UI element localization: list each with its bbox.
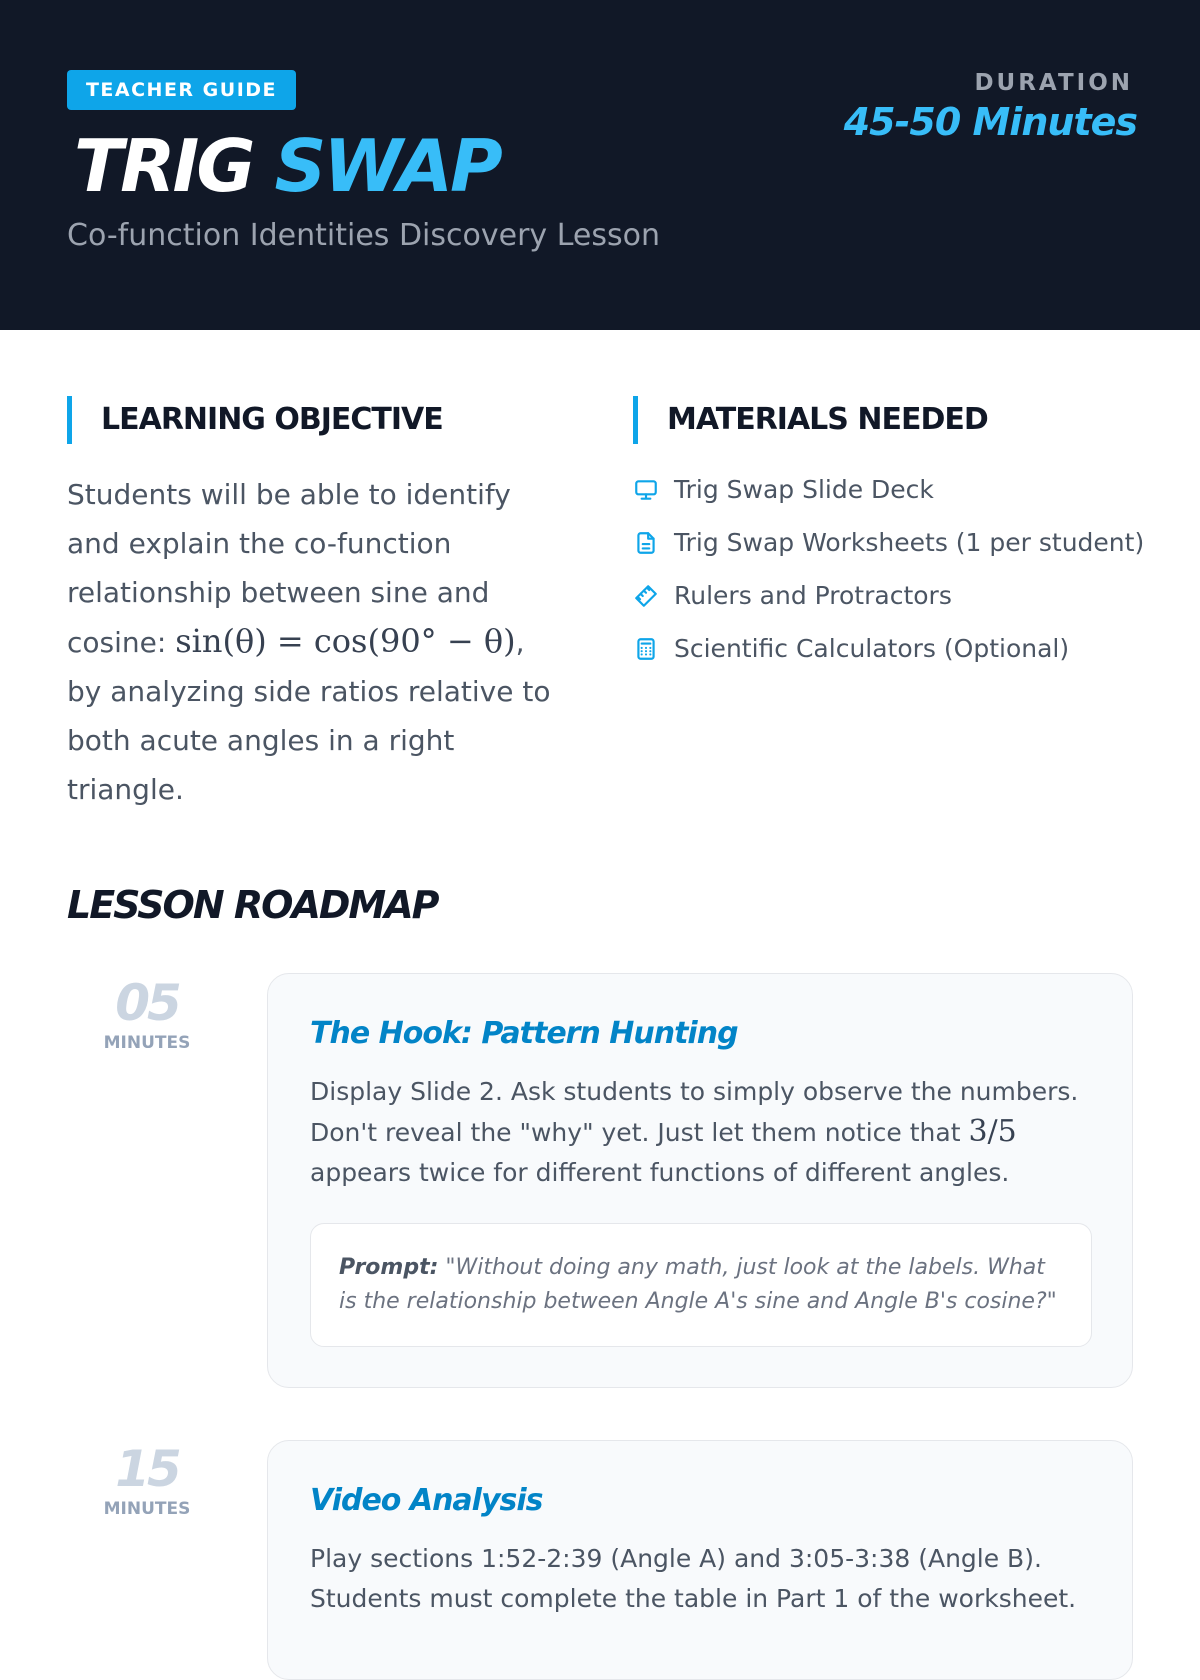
objective-text-before: Students will be able to identify and explain the co-function relationship between sine and cosine: <box>67 478 511 659</box>
step-title: Video Analysis <box>310 1483 543 1518</box>
material-label: Rulers and Protractors <box>674 581 952 610</box>
page-title <box>74 118 500 214</box>
title-part-1: TRIG <box>74 124 253 208</box>
material-label: Trig Swap Worksheets (1 per student) <box>674 528 1145 557</box>
objective-text-after: , by analyzing side ratios relative to both acute angles in a right triangle. <box>67 626 551 806</box>
materials-needed-heading: MATERIALS NEEDED <box>633 396 988 444</box>
step-description <box>310 1072 1092 1193</box>
learning-objective-heading: LEARNING OBJECTIVE <box>67 396 443 444</box>
step-text-after: appears twice for different functions of different angles. <box>310 1158 1010 1187</box>
material-label: Scientific Calculators (Optional) <box>674 634 1070 663</box>
material-item <box>633 523 1153 563</box>
lesson-roadmap-heading: LESSON ROADMAP <box>67 883 438 927</box>
learning-objective-text <box>67 470 567 814</box>
materials-list <box>633 470 1153 682</box>
hero-header <box>0 0 1200 330</box>
prompt-label: Prompt: <box>339 1255 439 1280</box>
step-minutes-unit: MINUTES <box>103 1033 191 1053</box>
duration-value: 45-50 Minutes <box>843 100 1137 144</box>
title-part-2: SWAP <box>274 124 500 208</box>
roadmap-step-card <box>267 973 1133 1388</box>
step-math: 3/5 <box>968 1114 1017 1149</box>
step-minutes: 05 <box>115 974 179 1032</box>
monitor-icon <box>633 477 659 503</box>
step-description: Play sections 1:52-2:39 (Angle A) and 3:05-3:38 (Angle B). Students must complete the table in Part 1 of the worksheet. <box>310 1544 1077 1613</box>
roadmap-step-card <box>267 1440 1133 1680</box>
step-minutes: 15 <box>115 1440 179 1498</box>
objective-formula: sin(θ) = cos(90° − θ) <box>175 622 516 660</box>
material-item <box>633 576 1153 616</box>
calculator-icon <box>633 636 659 662</box>
page-subtitle: Co-function Identities Discovery Lesson <box>67 218 660 253</box>
step-minutes-unit: MINUTES <box>103 1499 191 1519</box>
prompt-text: "Without doing any math, just look at the labels. What is the relationship between Angle A's sine and Angle B's cosine?" <box>339 1255 1057 1314</box>
teacher-guide-badge: TEACHER GUIDE <box>67 70 296 110</box>
ruler-icon <box>633 583 659 609</box>
teacher-prompt-box <box>310 1223 1092 1347</box>
step-title: The Hook: Pattern Hunting <box>310 1016 738 1051</box>
document-icon <box>633 530 659 556</box>
step-duration <box>95 1441 199 1519</box>
step-duration <box>95 975 199 1053</box>
material-item <box>633 470 1153 510</box>
material-item <box>633 629 1153 669</box>
material-label: Trig Swap Slide Deck <box>674 475 934 504</box>
step-text-before: Display Slide 2. Ask students to simply observe the numbers. Don't reveal the "why" yet. Just let them notice that <box>310 1077 1079 1147</box>
duration-label: DURATION <box>974 70 1133 96</box>
